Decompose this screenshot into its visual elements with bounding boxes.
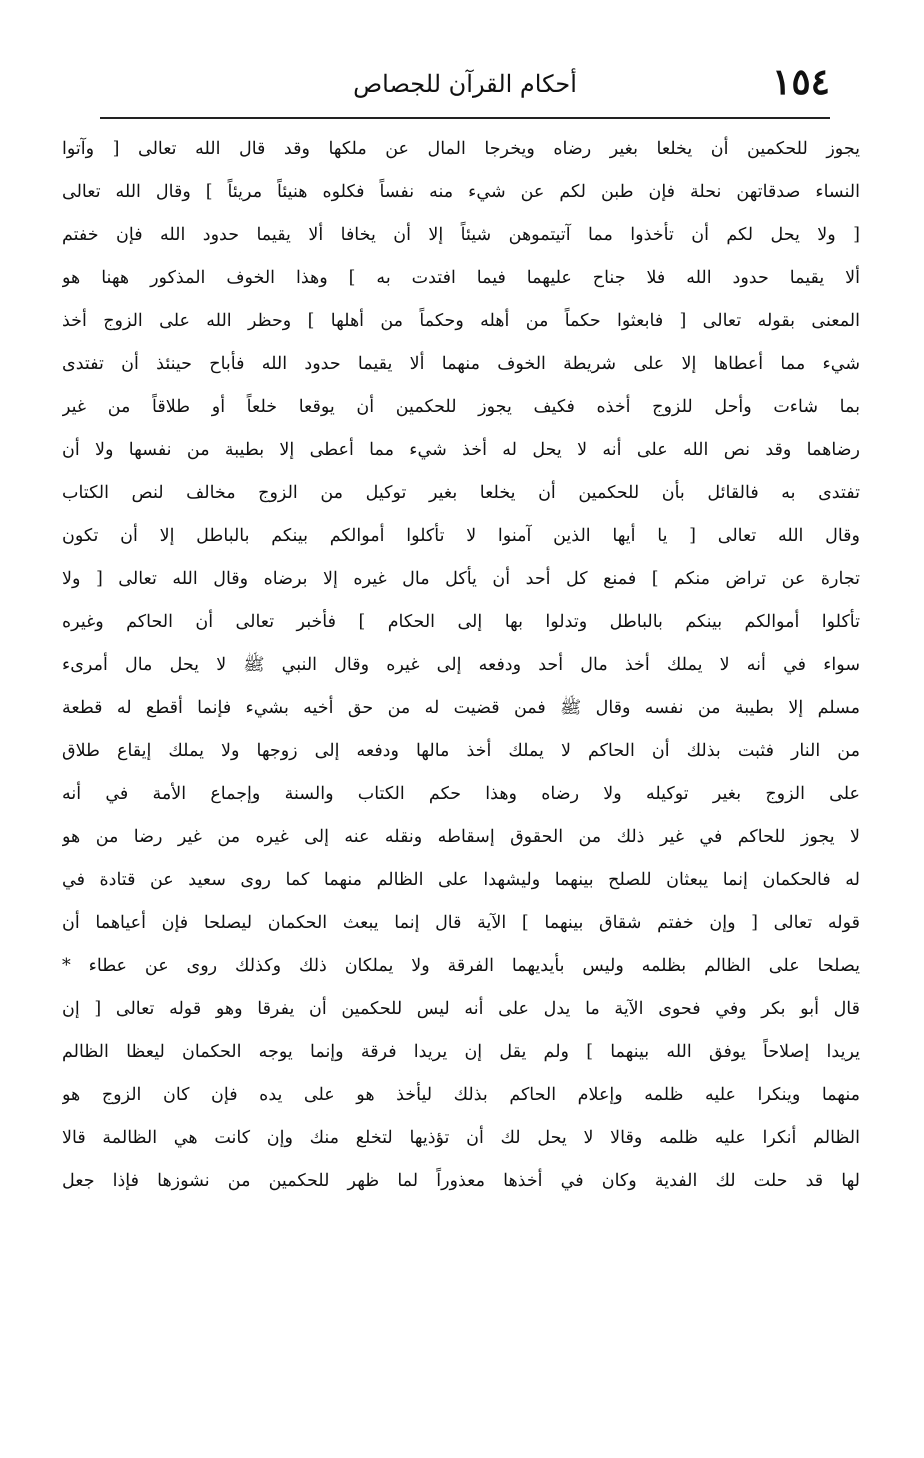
text-line: قال أبو بكر وفي فحوى الآية ما يدل على أنه ليس للحكمين أن يفرقا وهو قوله تعالى [ إن xyxy=(62,999,860,1019)
text-line: على الزوج بغير توكيله ولا رضاه وهذا حكم الكتاب والسنة وإجماع الأمة في أنه xyxy=(62,784,860,804)
page-header xyxy=(100,56,830,116)
text-line: من النار فثبت بذلك أن الحاكم لا يملك أخذ مالها ودفعه إلى زوجها ولا يملك إيقاع طلاق xyxy=(62,741,860,761)
running-title: أحكام القرآن للجصاص xyxy=(353,70,577,98)
text-line: رضاهما وقد نص الله على أنه لا يحل له أخذ شيء مما أعطى إلا بطيبة من نفسها ولا أن xyxy=(62,440,860,460)
text-line: منهما وينكرا عليه ظلمه وإعلام الحاكم بذلك ليأخذ هو على يده فإن كان الزوج هو xyxy=(62,1085,860,1105)
text-line: المعنى بقوله تعالى [ فابعثوا حكماً من أهله وحكماً من أهلها ] وحظر الله على الزوج أخذ xyxy=(62,311,860,331)
page-number: ١٥٤ xyxy=(771,61,830,103)
text-line: مسلم إلا بطيبة من نفسه وقال ﷺ فمن قضيت له من حق أخيه بشيء فإنما أقطع له قطعة xyxy=(62,698,860,718)
body-text xyxy=(62,128,860,1203)
text-line: ألا يقيما حدود الله فلا جناح عليهما فيما افتدت به ] وهذا الخوف المذكور ههنا هو xyxy=(62,268,860,288)
text-line: لها قد حلت لك الفدية وكان في أخذها معذوراً لما ظهر للحكمين من نشوزها فإذا جعل xyxy=(62,1171,860,1191)
text-line: تجارة عن تراض منكم ] فمنع كل أحد أن يأكل مال غيره إلا برضاه وقال الله تعالى [ ولا xyxy=(62,569,860,589)
header-rule xyxy=(100,117,830,119)
text-line: سواء في أنه لا يملك أخذ مال أحد ودفعه إلى غيره وقال النبي ﷺ لا يحل مال أمرىء xyxy=(62,655,860,675)
text-line: تفتدى به فالقائل بأن للحكمين أن يخلعا بغير توكيل من الزوج مخالف لنص الكتاب xyxy=(62,483,860,503)
text-line: بما شاءت وأحل للزوج أخذه فكيف يجوز للحكمين أن يوقعا خلعاً أو طلاقاً من غير xyxy=(62,397,860,417)
text-line: يصلحا على الظالم بظلمه وليس بأيديهما الفرقة ولا يملكان ذلك وكذلك روى عن عطاء * xyxy=(62,956,860,976)
text-line: يريدا إصلاحاً يوفق الله بينهما ] ولم يقل إن يريدا فرقة وإنما يوجه الحكمان ليعظا الظالم xyxy=(62,1042,860,1062)
text-line: [ ولا يحل لكم أن تأخذوا مما آتيتموهن شيئاً إلا أن يخافا ألا يقيما حدود الله فإن خفتم xyxy=(62,225,860,245)
text-line: لا يجوز للحاكم في غير ذلك من الحقوق إسقاطه ونقله عنه إلى غيره من غير رضا من هو xyxy=(62,827,860,847)
text-line: الظالم أنكرا عليه ظلمه وقالا لا يحل لك أن تؤذيها لتخلع منك وإن كانت هي الظالمة قالا xyxy=(62,1128,860,1148)
text-line: له فالحكمان إنما يبعثان للصلح بينهما وليشهدا على الظالم منهما كما روى سعيد عن قتادة في xyxy=(62,870,860,890)
text-line: قوله تعالى [ وإن خفتم شقاق بينهما ] الآية قال إنما يبعث الحكمان ليصلحا فإن أعياهما أن xyxy=(62,913,860,933)
text-line: وقال الله تعالى [ يا أيها الذين آمنوا لا تأكلوا أموالكم بينكم بالباطل إلا أن تكون xyxy=(62,526,860,546)
text-line: شيء مما أعطاها إلا على شريطة الخوف منهما ألا يقيما حدود الله فأباح حينئذ أن تفتدى xyxy=(62,354,860,374)
text-line: تأكلوا أموالكم بينكم بالباطل وتدلوا بها إلى الحكام ] فأخبر تعالى أن الحاكم وغيره xyxy=(62,612,860,632)
text-line: يجوز للحكمين أن يخلعا بغير رضاه ويخرجا المال عن ملكها وقد قال الله تعالى [ وآتوا xyxy=(62,139,860,159)
text-line: النساء صدقاتهن نحلة فإن طبن لكم عن شيء منه نفساً فكلوه هنيئاً مريئاً ] وقال الله تعالى xyxy=(62,182,860,202)
